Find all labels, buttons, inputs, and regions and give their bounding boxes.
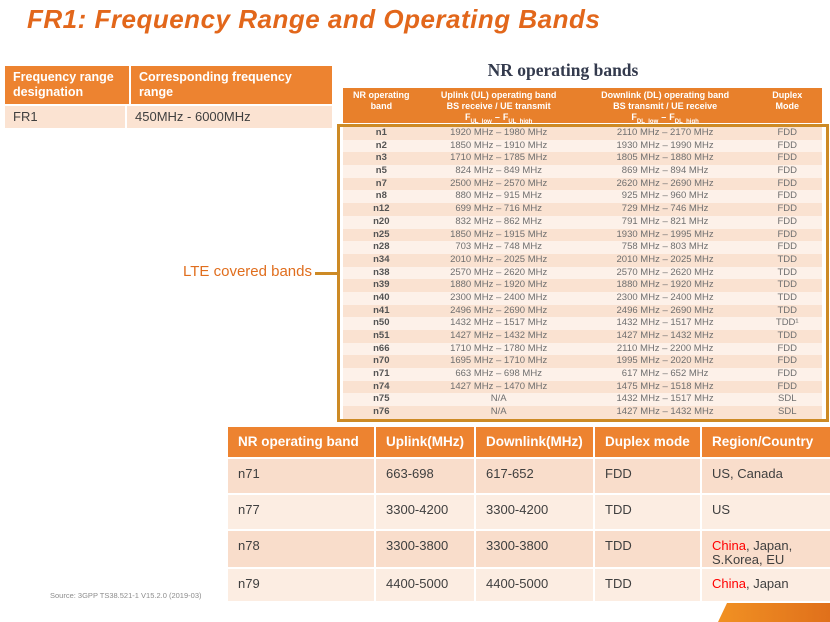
nr-band-row xyxy=(343,406,822,419)
region-table-cell: 617-652 xyxy=(476,459,593,493)
nr-band-row xyxy=(343,152,822,165)
nr-band-row xyxy=(343,343,822,356)
nr-header-downlink-line2: BS transmit / UE receive xyxy=(613,101,718,111)
nr-band-cell: 2620 MHz – 2690 MHz xyxy=(616,177,714,189)
region-table-cell: TDD xyxy=(595,531,700,567)
region-table-cell: FDD xyxy=(595,459,700,493)
nr-band-cell: 1930 MHz – 1995 MHz xyxy=(616,228,714,240)
nr-band-cell: 1880 MHz – 1920 MHz xyxy=(450,279,548,291)
nr-band-cell: n1 xyxy=(375,127,387,138)
nr-band-row xyxy=(343,279,822,292)
nr-band-cell: TDD xyxy=(777,253,797,265)
nr-header-band-line2: band xyxy=(370,101,393,111)
nr-band-cell: 1880 MHz – 1920 MHz xyxy=(616,279,714,291)
region-header-cell: NR operating band xyxy=(228,427,374,457)
nr-header-band-line1: NR operating xyxy=(353,90,410,100)
nr-band-cell: TDD xyxy=(777,330,797,341)
region-country-cell xyxy=(702,459,830,493)
nr-band-cell: FDD xyxy=(777,380,797,392)
nr-band-cell: N/A xyxy=(490,393,507,405)
nr-band-cell: n41 xyxy=(373,304,390,316)
region-header-cell: Downlink(MHz) xyxy=(476,427,593,457)
region-table-cell: 3300-3800 xyxy=(376,531,474,567)
fr1-header-designation: Frequency range designation xyxy=(5,66,129,104)
nr-band-row xyxy=(343,393,822,406)
nr-header-uplink-line1: Uplink (UL) operating band xyxy=(440,90,557,100)
region-text: US, Canada xyxy=(712,466,783,481)
nr-band-cell: 1427 MHz – 1432 MHz xyxy=(616,330,714,341)
region-table-cell: n78 xyxy=(228,531,374,567)
nr-band-cell: FDD xyxy=(777,190,797,202)
region-table-cell: TDD xyxy=(595,569,700,601)
region-text: , Japan xyxy=(745,576,789,591)
region-table-cell: n71 xyxy=(228,459,374,493)
nr-band-cell: n66 xyxy=(373,342,390,354)
region-text: US xyxy=(712,502,731,517)
nr-band-row xyxy=(343,330,822,343)
nr-band-cell: 1475 MHz – 1518 MHz xyxy=(616,380,714,392)
nr-header-duplex-line1: Duplex xyxy=(772,90,803,100)
nr-band-cell: 2300 MHz – 2400 MHz xyxy=(450,291,548,303)
nr-band-row xyxy=(343,178,822,191)
nr-band-cell: 925 MHz – 960 MHz xyxy=(621,190,709,202)
nr-band-cell: n12 xyxy=(373,203,390,215)
nr-bands-table-title: NR operating bands xyxy=(487,60,639,80)
region-summary-table xyxy=(228,427,830,601)
nr-band-cell: n34 xyxy=(373,253,390,265)
fr1-header-range: Corresponding frequency range xyxy=(131,66,332,104)
nr-band-cell: 1920 MHz – 1980 MHz xyxy=(450,127,548,138)
region-header-cell: Uplink(MHz) xyxy=(376,427,474,457)
nr-band-cell: 1432 MHz – 1517 MHz xyxy=(616,317,714,329)
nr-band-cell: 2570 MHz – 2620 MHz xyxy=(450,266,548,278)
nr-bands-body xyxy=(343,127,822,419)
nr-band-cell: FDD xyxy=(777,177,797,189)
region-table-cell: 4400-5000 xyxy=(376,569,474,601)
nr-band-cell: FDD xyxy=(777,368,797,380)
region-table-cell: 3300-4200 xyxy=(476,495,593,529)
nr-band-cell: 869 MHz – 894 MHz xyxy=(621,165,709,177)
nr-band-cell: n51 xyxy=(373,330,390,341)
nr-band-cell: n50 xyxy=(373,317,390,329)
region-table-row xyxy=(228,495,830,529)
nr-band-cell: 1710 MHz – 1780 MHz xyxy=(450,342,548,354)
lte-annotation-connector-line xyxy=(315,272,337,275)
fr1-range-value: 450MHz - 6000MHz xyxy=(127,106,332,128)
region-country-cell xyxy=(702,531,830,567)
nr-band-cell: n39 xyxy=(373,279,390,291)
nr-band-cell: 1427 MHz – 1432 MHz xyxy=(616,406,714,418)
region-table-cell: 3300-4200 xyxy=(376,495,474,529)
nr-band-cell: 1930 MHz – 1990 MHz xyxy=(616,139,714,151)
nr-band-cell: 2110 MHz – 2170 MHz xyxy=(616,127,714,138)
nr-band-cell: SDL xyxy=(778,393,797,405)
nr-band-cell: 1432 MHz – 1517 MHz xyxy=(450,317,548,329)
nr-band-row xyxy=(343,292,822,305)
region-country-cell xyxy=(702,495,830,529)
nr-band-cell: FDD xyxy=(777,241,797,253)
nr-band-cell: 2496 MHz – 2690 MHz xyxy=(616,304,714,316)
nr-band-cell: 2570 MHz – 2620 MHz xyxy=(616,266,714,278)
nr-header-downlink xyxy=(578,88,753,123)
nr-band-cell: n7 xyxy=(375,177,387,189)
nr-band-row xyxy=(343,267,822,280)
nr-band-cell: n75 xyxy=(373,393,390,405)
nr-band-row xyxy=(343,216,822,229)
nr-band-cell: 824 MHz – 849 MHz xyxy=(455,165,542,177)
nr-band-cell: 699 MHz – 716 MHz xyxy=(455,203,542,215)
region-table-body xyxy=(228,459,830,601)
nr-band-row xyxy=(343,165,822,178)
nr-band-cell: TDD¹ xyxy=(775,317,799,329)
region-table-cell: 3300-3800 xyxy=(476,531,593,567)
nr-band-cell: 791 MHz – 821 MHz xyxy=(621,215,709,227)
nr-band-row xyxy=(343,241,822,254)
nr-bands-header-row xyxy=(343,88,822,123)
nr-band-cell: n40 xyxy=(373,291,390,303)
region-highlight-text: China xyxy=(712,576,746,591)
nr-header-duplex xyxy=(753,88,822,123)
nr-band-cell: FDD xyxy=(777,152,797,164)
nr-band-cell: FDD xyxy=(777,203,797,215)
region-table-header-row xyxy=(228,427,830,457)
nr-band-row xyxy=(343,381,822,394)
nr-band-cell: FDD xyxy=(777,165,797,177)
nr-band-cell: 1850 MHz – 1915 MHz xyxy=(450,228,548,240)
nr-band-row xyxy=(343,127,822,140)
fr1-range-table xyxy=(5,66,332,128)
nr-band-cell: 1995 MHz – 2020 MHz xyxy=(616,355,714,367)
source-note: Source: 3GPP TS38.521-1 V15.2.0 (2019-03) xyxy=(50,591,202,600)
region-table-cell: 4400-5000 xyxy=(476,569,593,601)
nr-band-cell: SDL xyxy=(778,406,797,418)
nr-band-cell: 1695 MHz – 1710 MHz xyxy=(450,355,548,367)
nr-band-row xyxy=(343,203,822,216)
nr-band-row xyxy=(343,305,822,318)
nr-band-cell: n74 xyxy=(373,380,390,392)
nr-header-uplink-formula: $F_{UL\_low} - F_{UL\_high}$ xyxy=(464,112,533,125)
page-title: FR1: Frequency Range and Operating Bands xyxy=(27,4,601,34)
nr-band-cell: 2496 MHz – 2690 MHz xyxy=(450,304,548,316)
nr-band-cell: 1432 MHz – 1517 MHz xyxy=(616,393,714,405)
nr-band-cell: 758 MHz – 803 MHz xyxy=(621,241,709,253)
nr-band-cell: n28 xyxy=(373,241,390,253)
nr-header-uplink-line2: BS receive / UE transmit xyxy=(446,101,551,111)
nr-header-downlink-line1: Downlink (DL) operating band xyxy=(601,90,730,100)
nr-band-cell: n25 xyxy=(373,228,390,240)
nr-band-cell: n8 xyxy=(375,190,387,202)
region-table-row xyxy=(228,459,830,493)
region-table-cell: n77 xyxy=(228,495,374,529)
nr-band-cell: 2500 MHz – 2570 MHz xyxy=(450,177,548,189)
nr-band-row xyxy=(343,140,822,153)
nr-band-cell: FDD xyxy=(777,355,797,367)
nr-band-cell: FDD xyxy=(777,215,797,227)
nr-header-uplink xyxy=(420,88,578,123)
nr-band-cell: FDD xyxy=(777,127,797,138)
nr-band-cell: 663 MHz – 698 MHz xyxy=(455,368,542,380)
fr1-data-row xyxy=(5,106,332,128)
nr-band-cell: n2 xyxy=(375,139,387,151)
nr-band-cell: TDD xyxy=(777,266,797,278)
nr-band-cell: 1850 MHz – 1910 MHz xyxy=(450,139,548,151)
nr-band-cell: 1427 MHz – 1432 MHz xyxy=(450,330,548,341)
region-header-cell: Duplex mode xyxy=(595,427,700,457)
nr-band-cell: n20 xyxy=(373,215,390,227)
nr-band-cell: 1427 MHz – 1470 MHz xyxy=(450,380,548,392)
nr-band-row xyxy=(343,355,822,368)
nr-band-cell: 617 MHz – 652 MHz xyxy=(621,368,709,380)
nr-band-cell: n38 xyxy=(373,266,390,278)
nr-band-cell: 1805 MHz – 1880 MHz xyxy=(616,152,714,164)
nr-band-cell: TDD xyxy=(777,279,797,291)
region-country-cell xyxy=(702,569,830,601)
region-table-cell: n79 xyxy=(228,569,374,601)
region-header-cell: Region/Country xyxy=(702,427,830,457)
nr-header-downlink-formula: $F_{DL\_low} - F_{DL\_high}$ xyxy=(631,112,699,125)
corner-decoration xyxy=(718,603,830,622)
nr-band-cell: 2010 MHz – 2025 MHz xyxy=(616,253,714,265)
nr-band-row xyxy=(343,317,822,330)
nr-band-cell: n70 xyxy=(373,355,390,367)
nr-band-row xyxy=(343,190,822,203)
nr-band-cell: TDD xyxy=(777,291,797,303)
region-highlight-text: China xyxy=(712,538,746,553)
nr-band-cell: n5 xyxy=(375,165,387,177)
nr-band-cell: n3 xyxy=(375,152,387,164)
region-text: , Japan, S.Korea, EU xyxy=(712,538,793,567)
nr-band-row xyxy=(343,254,822,267)
region-table-cell: 663-698 xyxy=(376,459,474,493)
fr1-designation-value: FR1 xyxy=(5,106,125,128)
nr-band-cell: TDD xyxy=(777,304,797,316)
nr-band-cell: FDD xyxy=(777,342,797,354)
nr-band-cell: 2300 MHz – 2400 MHz xyxy=(616,291,714,303)
nr-band-cell: FDD xyxy=(777,139,797,151)
nr-band-cell: n71 xyxy=(373,368,390,380)
nr-band-row xyxy=(343,368,822,381)
nr-band-cell: 2010 MHz – 2025 MHz xyxy=(450,253,548,265)
nr-band-cell: FDD xyxy=(777,228,797,240)
lte-covered-bands-label: LTE covered bands xyxy=(183,263,312,280)
region-table-row xyxy=(228,531,830,567)
nr-band-cell: 703 MHz – 748 MHz xyxy=(455,241,542,253)
nr-band-cell: 729 MHz – 746 MHz xyxy=(621,203,709,215)
nr-header-band xyxy=(343,88,420,123)
nr-header-duplex-line2: Mode xyxy=(775,101,799,111)
region-table-row xyxy=(228,569,830,601)
nr-band-cell: 880 MHz – 915 MHz xyxy=(455,190,542,202)
nr-band-cell: 1710 MHz – 1785 MHz xyxy=(450,152,548,164)
nr-band-cell: 2110 MHz – 2200 MHz xyxy=(616,342,714,354)
fr1-header-row xyxy=(5,66,332,104)
nr-band-cell: n76 xyxy=(373,406,390,418)
region-table-cell: TDD xyxy=(595,495,700,529)
nr-band-row xyxy=(343,229,822,242)
nr-band-cell: N/A xyxy=(490,406,507,418)
nr-band-cell: 832 MHz – 862 MHz xyxy=(455,215,542,227)
